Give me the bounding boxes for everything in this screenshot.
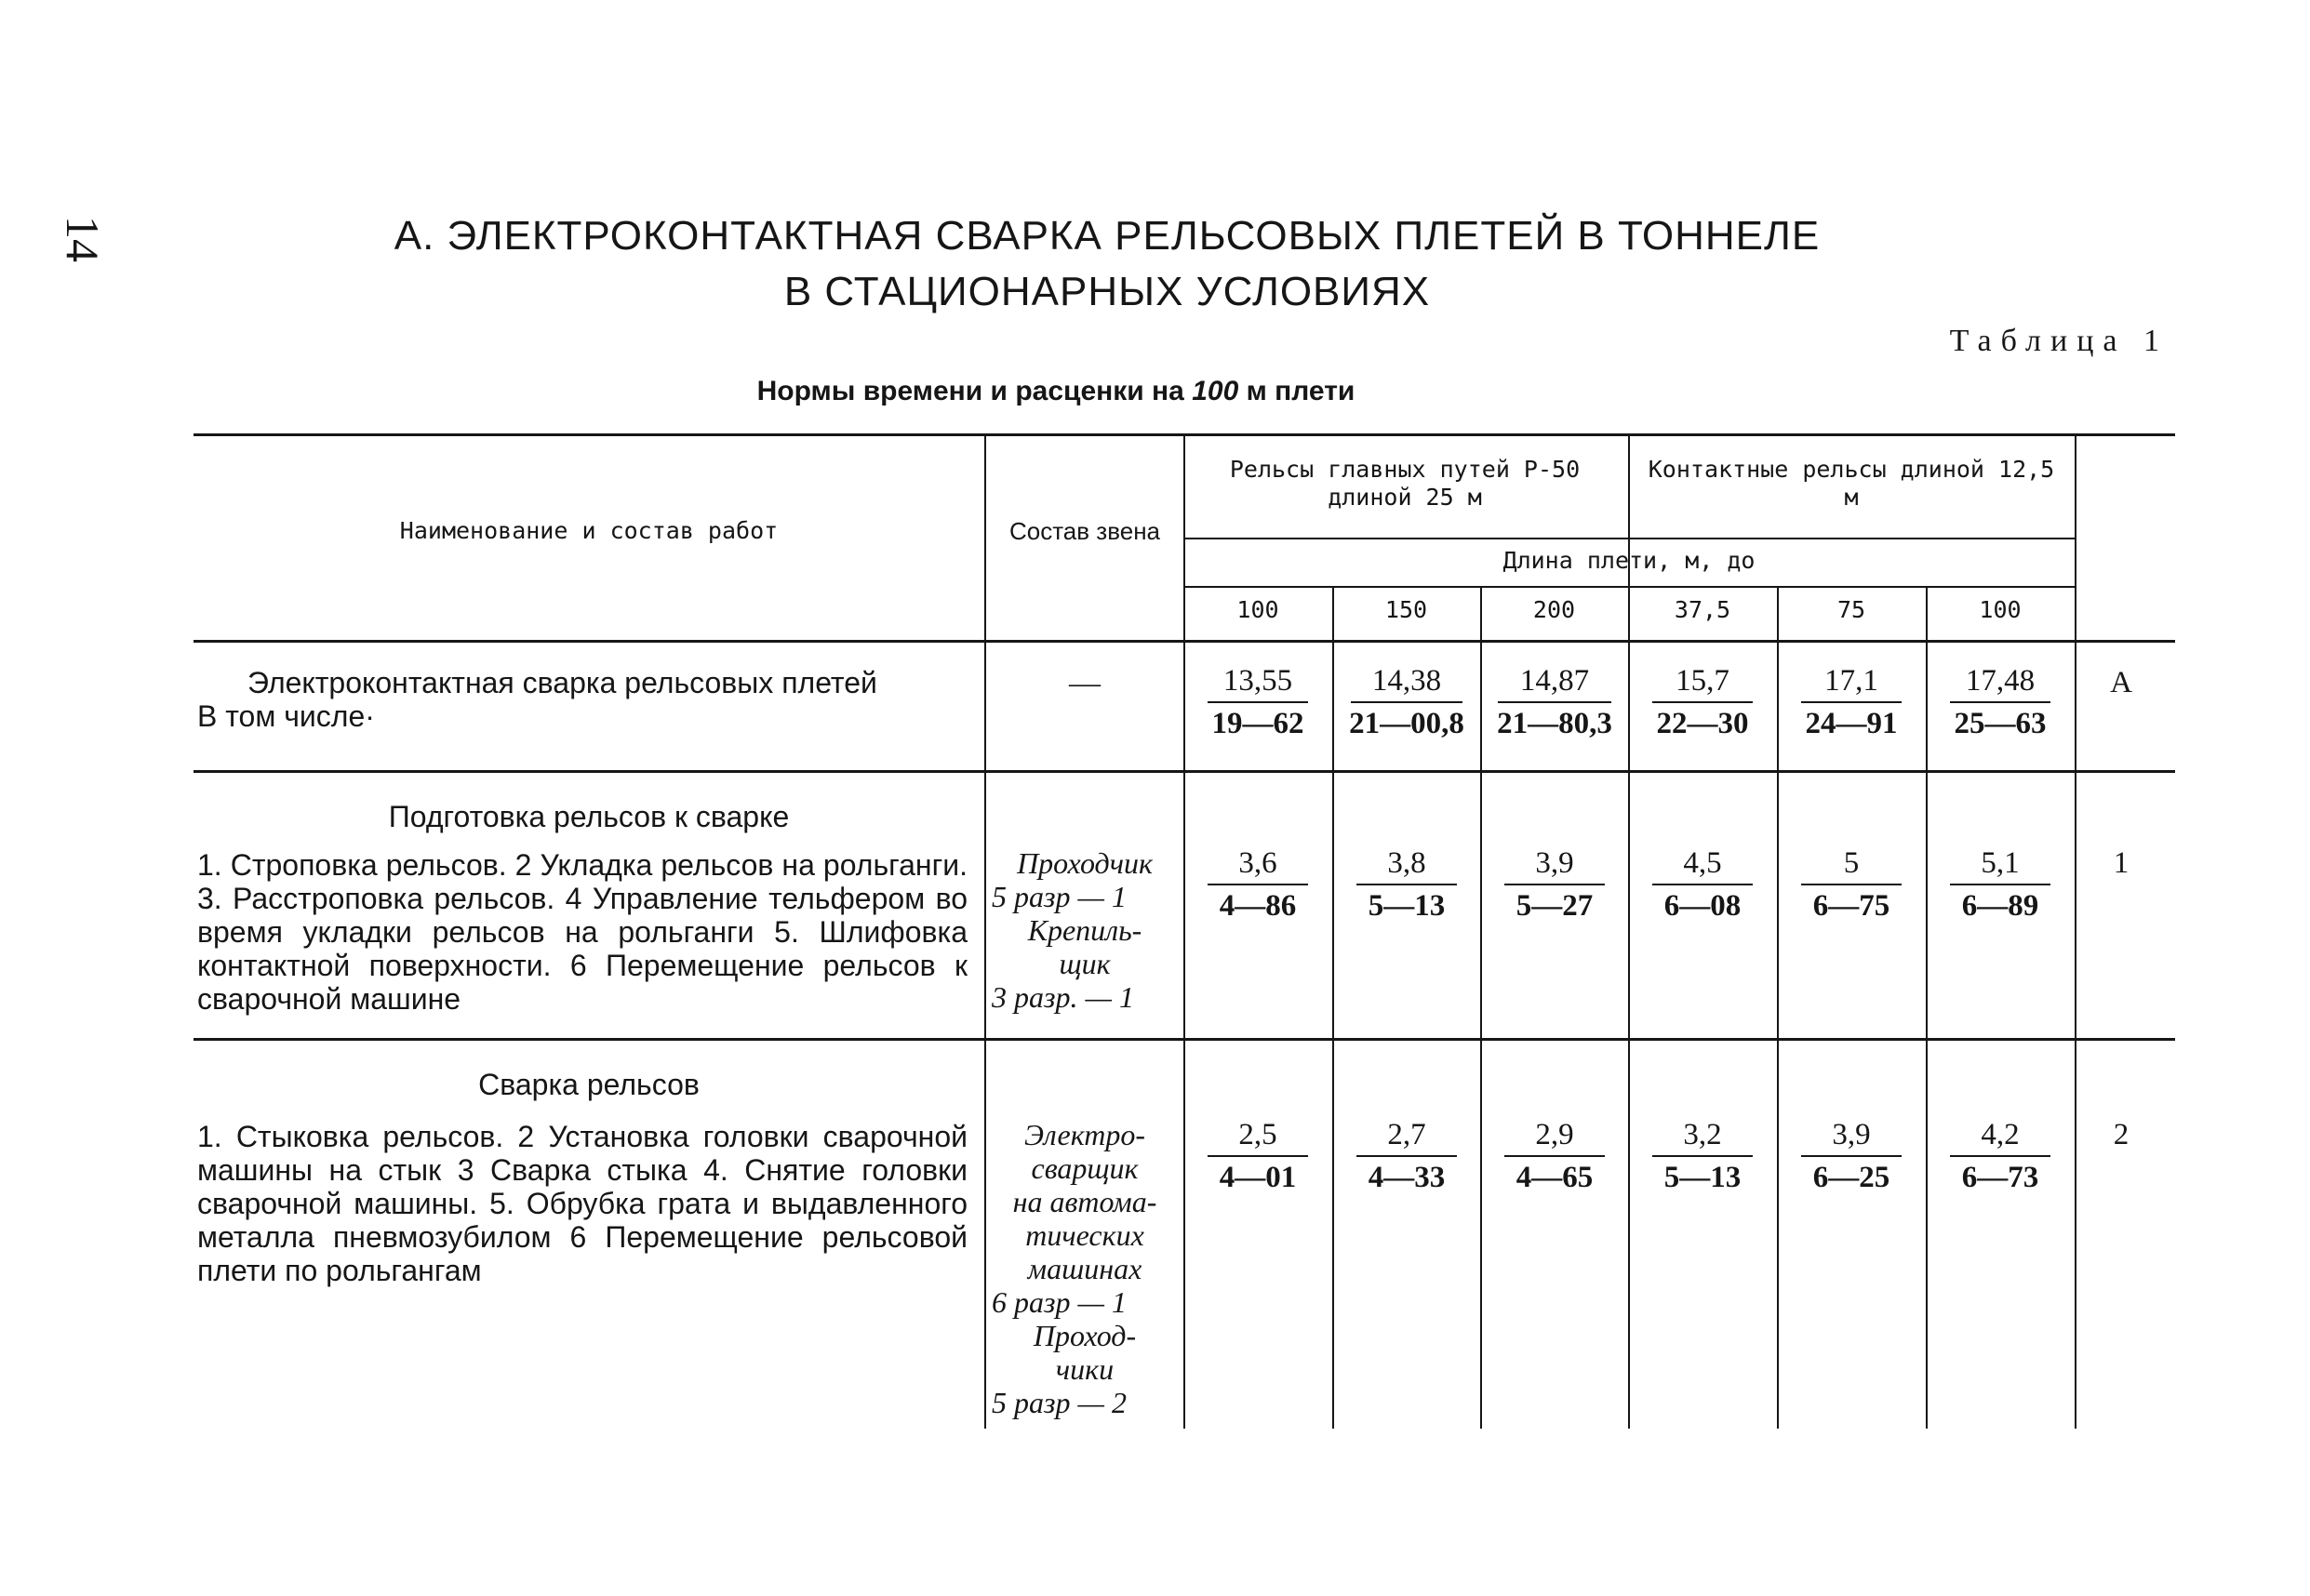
page-number: 14 xyxy=(57,216,109,262)
row-2-crew-line-4: тических xyxy=(1025,1218,1144,1252)
fraction-bar xyxy=(1652,1155,1753,1157)
row-a-value-4-rate: 22—30 xyxy=(1656,707,1749,740)
fraction-bar xyxy=(1801,884,1902,885)
row-1-value-2-norm: 3,8 xyxy=(1387,846,1426,880)
row-1-crew-line-3: Крепиль- xyxy=(1027,913,1142,947)
row-a-value-1-norm: 13,55 xyxy=(1222,664,1293,698)
caption-prefix: Нормы времени и расценки на xyxy=(756,376,1193,406)
row-2-value-6 xyxy=(1944,1116,2056,1196)
row-2-crew-line-2: сварщик xyxy=(1031,1151,1139,1185)
row-1-crew-line-4: щик xyxy=(1059,947,1111,980)
row-a-value-3-rate: 21—80,3 xyxy=(1497,707,1612,740)
fraction-bar xyxy=(1652,884,1753,885)
row-2-value-4 xyxy=(1647,1116,1758,1196)
row-2-value-2-norm: 2,7 xyxy=(1387,1118,1426,1151)
row-1-value-3 xyxy=(1499,845,1610,924)
row-2-crew-line-6: 6 разр — 1 xyxy=(992,1285,1127,1319)
row-1-crew-line-2: 5 разр — 1 xyxy=(992,880,1127,913)
row-2-crew xyxy=(992,1118,1178,1419)
col-rule-v4 xyxy=(1777,586,1779,1429)
fraction-bar xyxy=(1801,1155,1902,1157)
row-a-name-line-1: Электроконтактная сварка рельсовых плетей xyxy=(247,666,877,699)
header-length-col-2: 150 xyxy=(1384,596,1428,623)
row-a-value-1 xyxy=(1202,662,1314,742)
row-2-value-4-rate: 5—13 xyxy=(1663,1161,1742,1194)
row-2-value-1 xyxy=(1202,1116,1314,1196)
fraction-bar xyxy=(1356,884,1457,885)
fraction-bar xyxy=(1504,1155,1605,1157)
col-rule-crew-left xyxy=(984,433,986,1429)
row-a-crew: — xyxy=(1069,666,1101,700)
row-a-value-6-rate: 25—63 xyxy=(1954,707,2047,740)
row-2-value-3-norm: 2,9 xyxy=(1535,1118,1574,1151)
fraction-bar xyxy=(1208,884,1308,885)
row-1-value-4-rate: 6—08 xyxy=(1663,889,1742,923)
row-a-name xyxy=(197,666,979,733)
row-a-value-4 xyxy=(1647,662,1758,742)
row-1-value-1-norm: 3,6 xyxy=(1238,846,1277,880)
row-a-value-5 xyxy=(1796,662,1907,742)
row-2-value-1-norm: 2,5 xyxy=(1238,1118,1277,1151)
row-a-value-5-norm: 17,1 xyxy=(1824,664,1878,698)
fraction-bar xyxy=(1208,1155,1308,1157)
row-a-value-3-norm: 14,87 xyxy=(1519,664,1590,698)
row-1-index: 1 xyxy=(2113,846,2130,880)
title-line-1: А. ЭЛЕКТРОКОНТАКТНАЯ СВАРКА РЕЛЬСОВЫХ ПЛЕТЕЙ В ТОННЕЛЕ xyxy=(394,213,1821,259)
title-line-2: В СТАЦИОНАРНЫХ УСЛОВИЯХ xyxy=(783,269,1431,314)
row-a-value-3 xyxy=(1492,662,1617,742)
row-2-heading: Сварка рельсов xyxy=(478,1068,700,1101)
row-2-crew-line-5: машинах xyxy=(1027,1252,1142,1285)
header-group-contact-rails: Контактные рельсы длиной 12,5 м xyxy=(1648,456,2055,511)
col-rule-values-left xyxy=(1183,433,1185,1429)
header-length: Длина плети, м, до xyxy=(1502,547,1756,574)
header-length-col-4: 37,5 xyxy=(1674,596,1731,623)
row-1-value-1-rate: 4—86 xyxy=(1219,889,1297,923)
row-2-value-6-norm: 4,2 xyxy=(1981,1118,2020,1151)
row-2-value-5-norm: 3,9 xyxy=(1832,1118,1871,1151)
header-length-col-1: 100 xyxy=(1236,596,1279,623)
row-2-value-2 xyxy=(1351,1116,1462,1196)
col-rule-v2 xyxy=(1480,586,1482,1429)
row-a-value-6 xyxy=(1944,662,2056,742)
row-2-value-5-rate: 6—25 xyxy=(1812,1161,1890,1194)
row-a-value-2-norm: 14,38 xyxy=(1371,664,1442,698)
row-a-value-1-rate: 19—62 xyxy=(1211,707,1304,740)
caption-number: 100 xyxy=(1192,376,1239,406)
row-1-crew-line-5: 3 разр. — 1 xyxy=(992,980,1134,1014)
document-title xyxy=(279,208,1935,320)
row-2-value-2-rate: 4—33 xyxy=(1368,1161,1446,1194)
fraction-bar xyxy=(1504,884,1605,885)
row-2-value-6-rate: 6—73 xyxy=(1961,1161,2039,1194)
row-2-crew-line-3: на автома- xyxy=(1012,1185,1157,1218)
row-2-crew-line-1: Электро- xyxy=(1024,1118,1145,1151)
row-a-index: А xyxy=(2110,666,2132,699)
header-length-col-6: 100 xyxy=(1979,596,2022,623)
col-rule-v3 xyxy=(1628,433,1630,1429)
row-1-value-1 xyxy=(1202,845,1314,924)
row-1-crew xyxy=(992,846,1178,1014)
fraction-bar xyxy=(1356,1155,1457,1157)
row-2-value-3 xyxy=(1499,1116,1610,1196)
header-crew: Состав звена xyxy=(1008,517,1161,545)
fraction-bar xyxy=(1208,701,1308,703)
header-length-col-5: 75 xyxy=(1836,596,1866,623)
row-2-crew-line-9: 5 разр — 2 xyxy=(992,1386,1127,1419)
row-1-value-2-rate: 5—13 xyxy=(1368,889,1446,923)
row-a-value-5-rate: 24—91 xyxy=(1805,707,1898,740)
row-1-value-6-norm: 5,1 xyxy=(1981,846,2020,880)
row-1-value-3-rate: 5—27 xyxy=(1516,889,1594,923)
row-a-value-4-norm: 15,7 xyxy=(1676,664,1729,698)
fraction-bar xyxy=(1950,701,2050,703)
row-1-value-5-norm: 5 xyxy=(1843,846,1860,880)
row-2-crew-line-8: чики xyxy=(1055,1352,1115,1386)
row-2-description: 1. Стыковка рельсов. 2 Установка головки сварочной машины на стык 3 Сварка стыка 4. Снятие головки сварочной машины. 5. Обрубка грата и выдавленного металла пневмозубилом 6 Перемещение рельсовой плети по рольгангам xyxy=(197,1120,968,1287)
row-2-value-3-rate: 4—65 xyxy=(1516,1161,1594,1194)
row-1-value-3-norm: 3,9 xyxy=(1535,846,1574,880)
row-1-value-4-norm: 4,5 xyxy=(1683,846,1722,880)
row-1-value-6 xyxy=(1944,845,2056,924)
fraction-bar xyxy=(1498,701,1611,703)
table-caption xyxy=(0,376,2112,407)
row-1-description: 1. Строповка рельсов. 2 Укладка рельсов на рольганги. 3. Расстроповка рельсов. 4 Управление тельфером во время укладки рельсов на рольганги 5. Шлифовка контактной поверхности. 6 Перемещение рельсов к сварочной машине xyxy=(197,848,968,1016)
col-rule-v1 xyxy=(1332,586,1334,1429)
row-2-index: 2 xyxy=(2113,1118,2130,1151)
table-number: Таблица 1 xyxy=(1949,324,2169,358)
row-2-value-4-norm: 3,2 xyxy=(1683,1118,1722,1151)
row-2-value-5 xyxy=(1796,1116,1907,1196)
header-group-main-rails: Рельсы главных путей Р-50 длиной 25 м xyxy=(1229,456,1581,511)
row-a-value-6-norm: 17,48 xyxy=(1965,664,2036,698)
col-rule-v5 xyxy=(1926,586,1928,1429)
fraction-bar xyxy=(1351,701,1462,703)
row-1-crew-line-1: Проходчик xyxy=(1017,846,1153,880)
row-1-value-6-rate: 6—89 xyxy=(1961,889,2039,923)
fraction-bar xyxy=(1801,701,1902,703)
fraction-bar xyxy=(1950,1155,2050,1157)
row-a-name-line-2: В том числе· xyxy=(197,699,375,733)
row-a-value-2-rate: 21—00,8 xyxy=(1349,707,1464,740)
header-length-col-3: 200 xyxy=(1532,596,1576,623)
row-1-heading: Подготовка рельсов к сварке xyxy=(388,800,790,833)
row-1-value-2 xyxy=(1351,845,1462,924)
caption-suffix: м плети xyxy=(1238,376,1355,406)
row-1-value-5 xyxy=(1796,845,1907,924)
header-work-name: Наименование и состав работ xyxy=(399,517,779,544)
row-1-value-5-rate: 6—75 xyxy=(1812,889,1890,923)
row-2-crew-line-7: Проход- xyxy=(1033,1319,1137,1352)
row-a-value-2 xyxy=(1345,662,1468,742)
row-2-value-1-rate: 4—01 xyxy=(1219,1161,1297,1194)
fraction-bar xyxy=(1950,884,2050,885)
col-rule-index-left xyxy=(2075,433,2076,1429)
fraction-bar xyxy=(1652,701,1753,703)
row-1-value-4 xyxy=(1647,845,1758,924)
